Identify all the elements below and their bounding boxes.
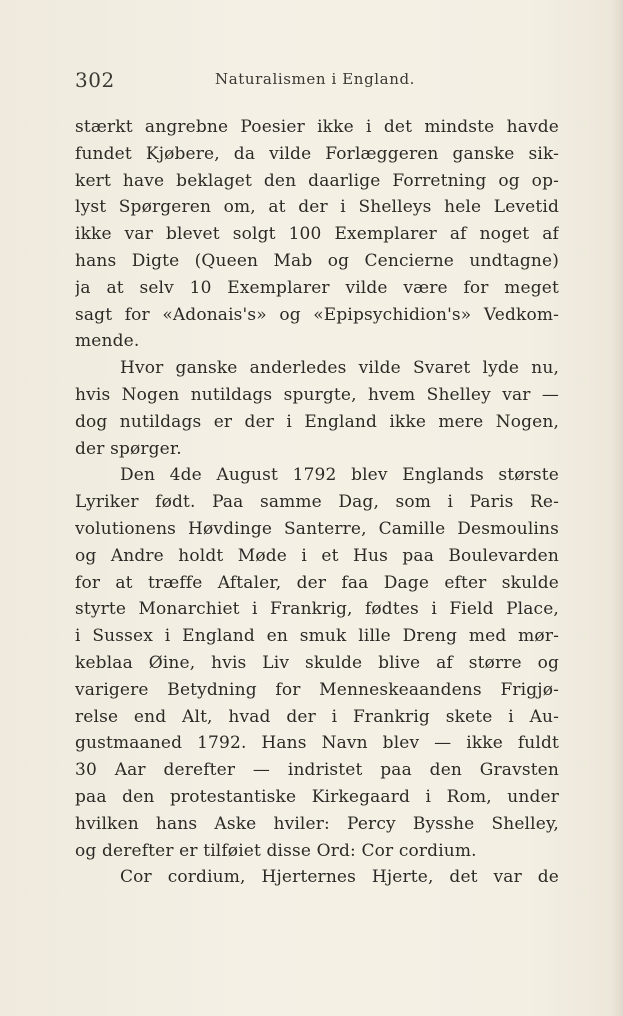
text-line: styrte Monarchiet i Frankrig, fødtes i Field Place, — [75, 599, 559, 620]
text-line: 30 Aar derefter — indristet paa den Gravsten — [75, 760, 559, 781]
page-number: 302 — [75, 68, 115, 92]
text-line: lyst Spørgeren om, at der i Shelleys hele Levetid — [75, 197, 559, 218]
page-edge-shadow — [611, 0, 623, 1016]
text-line: ja at selv 10 Exemplarer vilde være for meget — [75, 277, 559, 298]
text-line: der spørger. — [75, 438, 182, 459]
text-line: hvilken hans Aske hviler: Percy Bysshe Shelley, — [75, 813, 559, 834]
text-line: i Sussex i England en smuk lille Dreng med mør- — [75, 626, 559, 647]
paragraph-start-line: Cor cordium, Hjerternes Hjerte, det var de — [120, 867, 559, 888]
text-line: kert have beklaget den daarlige Forretning og op- — [75, 170, 559, 191]
text-line: relse end Alt, hvad der i Frankrig skete i Au- — [75, 706, 559, 727]
text-line: mende. — [75, 331, 140, 352]
text-line: hans Digte (Queen Mab og Cencierne undtagne) — [75, 250, 559, 271]
text-line: varigere Betydning for Menneskeaandens Frigjø- — [75, 679, 559, 700]
text-line: for at træffe Aftaler, der faa Dage efter skulde — [75, 572, 559, 593]
text-line: gustmaaned 1792. Hans Navn blev — ikke fuldt — [75, 733, 559, 754]
text-line: keblaa Øine, hvis Liv skulde blive af større og — [75, 652, 559, 673]
text-line: dog nutildags er der i England ikke mere Nogen, — [75, 411, 559, 432]
text-line: hvis Nogen nutildags spurgte, hvem Shelley var — — [75, 384, 559, 405]
text-line: sagt for «Adonais's» og «Epipsychidion's» Vedkom- — [75, 304, 559, 325]
text-line: ikke var blevet solgt 100 Exemplarer af noget af — [75, 224, 559, 245]
paragraph-start-line: Hvor ganske anderledes vilde Svaret lyde nu, — [120, 358, 559, 379]
paragraph-start-line: Den 4de August 1792 blev Englands største — [120, 465, 559, 486]
body-text — [75, 114, 559, 891]
text-line: volutionens Høvdinge Santerre, Camille Desmoulins — [75, 518, 559, 539]
text-line: paa den protestantiske Kirkegaard i Rom, under — [75, 786, 559, 807]
text-line: og Andre holdt Møde i et Hus paa Boulevarden — [75, 545, 559, 566]
running-title: Naturalismen i England. — [215, 70, 416, 88]
text-line: Lyriker født. Paa samme Dag, som i Paris Re- — [75, 492, 559, 513]
text-line: og derefter er tilføiet disse Ord: Cor cordium. — [75, 840, 477, 861]
text-line: stærkt angrebne Poesier ikke i det mindste havde — [75, 117, 559, 137]
page-header — [75, 68, 555, 94]
text-line: fundet Kjøbere, da vilde Forlæggeren ganske sik- — [75, 143, 559, 164]
